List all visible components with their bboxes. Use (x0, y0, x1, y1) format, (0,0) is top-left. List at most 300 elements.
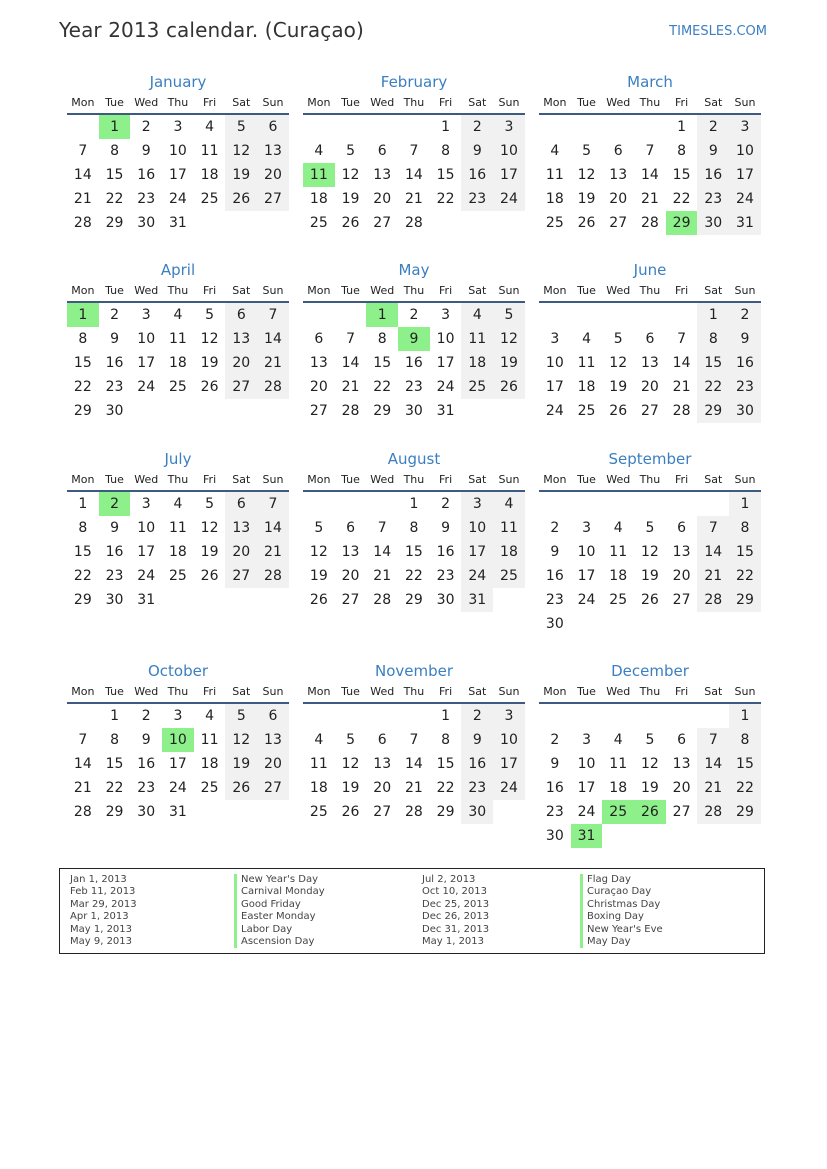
day-cell: 2 (141, 708, 151, 724)
weekday-label: Sun (734, 473, 756, 486)
weekday-label: Wed (606, 473, 631, 486)
day-cell: 3 (582, 520, 591, 536)
day-cell: 12 (577, 167, 596, 183)
day-cell: 23 (137, 191, 156, 207)
day-cell: 4 (314, 732, 324, 748)
empty-day-cell (162, 588, 194, 612)
day-cell: 20 (609, 191, 628, 207)
month-april (67, 260, 289, 423)
day-cell: 21 (697, 776, 729, 800)
day-cell: 14 (257, 327, 289, 351)
holiday-date: Oct 10, 2013 (422, 886, 487, 898)
empty-day-cell (398, 115, 430, 139)
weekday-label: Sun (734, 96, 756, 109)
week-row (67, 399, 289, 423)
empty-day-cell (335, 492, 367, 516)
day-cell: 6 (314, 331, 324, 347)
weekday-label: Mon (307, 284, 331, 297)
holiday-legend (59, 868, 765, 954)
day-cell: 12 (640, 544, 659, 560)
weekday-label: Sun (262, 96, 284, 109)
month-title: March (627, 73, 673, 91)
day-cell: 17 (493, 163, 525, 187)
day-cell: 29 (373, 403, 392, 419)
day-cell: 10 (493, 139, 525, 163)
holiday-name: Good Friday (234, 899, 325, 911)
day-cell: 1 (78, 496, 88, 512)
empty-day-cell (225, 588, 257, 612)
weekday-label: Thu (639, 284, 661, 297)
day-cell: 28 (404, 804, 423, 820)
day-cell: 5 (645, 732, 655, 748)
day-cell: 4 (173, 307, 183, 323)
empty-day-cell (194, 211, 226, 235)
weekday-label: Wed (606, 284, 631, 297)
week-row (539, 115, 761, 139)
day-cell: 11 (545, 167, 564, 183)
day-cell: 4 (205, 708, 215, 724)
weekday-label: Mon (543, 473, 567, 486)
week-row (539, 540, 761, 564)
day-cell: 5 (314, 520, 324, 536)
day-cell: 16 (404, 355, 423, 371)
day-cell: 19 (493, 351, 525, 375)
weekday-label: Sat (232, 284, 251, 297)
weekday-label: Sat (704, 685, 723, 698)
day-cell: 7 (409, 143, 419, 159)
weekday-label: Wed (606, 685, 631, 698)
day-cell: 29 (729, 588, 761, 612)
empty-day-cell (666, 704, 698, 728)
day-cell: 15 (105, 167, 124, 183)
day-cell: 25 (200, 780, 219, 796)
weekday-label: Sat (468, 473, 487, 486)
day-cell: 25 (168, 568, 187, 584)
weekday-label: Sun (262, 685, 284, 698)
week-row (303, 187, 525, 211)
day-cell: 19 (225, 752, 257, 776)
day-cell: 28 (257, 375, 289, 399)
day-cell: 28 (73, 215, 92, 231)
day-cell: 7 (409, 732, 419, 748)
day-cell: 3 (493, 704, 525, 728)
empty-day-cell (634, 115, 666, 139)
holiday-day-cell: 2 (99, 492, 131, 516)
day-cell: 4 (582, 331, 591, 347)
holiday-name: Boxing Day (580, 911, 663, 923)
day-cell: 14 (341, 355, 360, 371)
weekday-label: Thu (403, 473, 425, 486)
day-cell: 4 (493, 492, 525, 516)
day-cell: 14 (373, 544, 392, 560)
day-cell: 6 (677, 520, 687, 536)
month-november (303, 661, 525, 824)
day-cell: 2 (441, 496, 451, 512)
weekday-label: Mon (71, 473, 95, 486)
day-cell: 8 (677, 143, 687, 159)
empty-day-cell (697, 704, 729, 728)
day-cell: 19 (309, 568, 328, 584)
day-cell: 4 (173, 496, 183, 512)
empty-day-cell (335, 115, 367, 139)
day-cell: 16 (436, 544, 455, 560)
day-cell: 11 (168, 331, 187, 347)
day-cell: 19 (200, 544, 219, 560)
day-cell: 10 (729, 139, 761, 163)
empty-day-cell (493, 800, 525, 824)
day-cell: 9 (110, 520, 119, 536)
day-cell: 29 (697, 399, 729, 423)
day-cell: 30 (729, 399, 761, 423)
day-cell: 9 (550, 756, 560, 772)
day-cell: 3 (550, 331, 560, 347)
weekday-header (67, 472, 289, 492)
day-cell: 10 (137, 520, 156, 536)
weekday-label: Sat (468, 96, 487, 109)
empty-day-cell (67, 115, 99, 139)
day-cell: 23 (729, 375, 761, 399)
weekday-label: Wed (134, 96, 159, 109)
weekday-label: Thu (403, 96, 425, 109)
day-cell: 18 (309, 780, 328, 796)
weekday-label: Sun (262, 284, 284, 297)
empty-day-cell (666, 303, 698, 327)
day-cell: 22 (436, 191, 455, 207)
day-cell: 17 (168, 756, 187, 772)
day-cell: 17 (545, 379, 564, 395)
weekday-label: Mon (307, 685, 331, 698)
week-row (67, 375, 289, 399)
day-cell: 12 (309, 544, 328, 560)
day-cell: 17 (137, 544, 156, 560)
month-december (539, 661, 761, 848)
day-cell: 1 (441, 119, 451, 135)
day-cell: 21 (672, 379, 691, 395)
week-row (67, 540, 289, 564)
weekday-header (303, 684, 525, 704)
day-cell: 26 (493, 375, 525, 399)
day-cell: 30 (436, 592, 455, 608)
day-cell: 2 (697, 115, 729, 139)
empty-day-cell (257, 211, 289, 235)
month-title: December (611, 662, 689, 680)
empty-day-cell (461, 399, 493, 423)
day-cell: 17 (168, 167, 187, 183)
day-cell: 14 (672, 355, 691, 371)
month-title: April (160, 261, 196, 279)
empty-day-cell (461, 211, 493, 235)
weekday-label: Tue (577, 284, 596, 297)
day-cell: 30 (105, 592, 124, 608)
day-cell: 12 (493, 327, 525, 351)
day-cell: 19 (640, 780, 659, 796)
holiday-day-cell: 25 (602, 800, 634, 824)
day-cell: 22 (373, 379, 392, 395)
site-link[interactable]: TIMESLES.COM (669, 24, 767, 39)
holiday-day-cell: 31 (571, 824, 603, 848)
day-cell: 7 (257, 492, 289, 516)
day-cell: 24 (137, 568, 156, 584)
week-row (303, 115, 525, 139)
day-cell: 27 (672, 804, 691, 820)
day-cell: 19 (577, 191, 596, 207)
day-cell: 27 (609, 215, 628, 231)
day-cell: 20 (341, 568, 360, 584)
week-row (539, 704, 761, 728)
week-row (539, 187, 761, 211)
week-row (303, 399, 525, 423)
weekday-label: Sun (734, 685, 756, 698)
day-cell: 18 (493, 540, 525, 564)
day-cell: 27 (341, 592, 360, 608)
day-cell: 6 (257, 115, 289, 139)
day-cell: 22 (404, 568, 423, 584)
day-cell: 12 (341, 756, 360, 772)
week-row (303, 516, 525, 540)
holiday-name: New Year's Day (234, 874, 325, 886)
day-cell: 28 (404, 215, 423, 231)
day-cell: 18 (609, 780, 628, 796)
day-cell: 27 (373, 215, 392, 231)
day-cell: 26 (577, 215, 596, 231)
day-cell: 10 (545, 355, 564, 371)
day-cell: 22 (672, 191, 691, 207)
day-cell: 10 (493, 728, 525, 752)
weekday-label: Fri (203, 473, 217, 486)
holiday-name: Curaçao Day (580, 886, 663, 898)
empty-day-cell (194, 399, 226, 423)
day-cell: 9 (441, 520, 451, 536)
day-cell: 25 (309, 804, 328, 820)
day-cell: 25 (493, 564, 525, 588)
month-march (539, 72, 761, 235)
empty-day-cell (194, 800, 226, 824)
weekday-label: Sat (232, 96, 251, 109)
day-cell: 28 (640, 215, 659, 231)
empty-day-cell (493, 211, 525, 235)
day-cell: 7 (697, 516, 729, 540)
day-cell: 29 (404, 592, 423, 608)
holiday-date: May 1, 2013 (422, 936, 485, 948)
day-cell: 21 (73, 780, 92, 796)
week-row (303, 564, 525, 588)
day-cell: 15 (436, 756, 455, 772)
month-january (67, 72, 289, 235)
empty-day-cell (366, 492, 398, 516)
day-cell: 20 (225, 540, 257, 564)
holiday-date: Jan 1, 2013 (70, 874, 127, 885)
day-cell: 1 (729, 492, 761, 516)
week-row (303, 728, 525, 752)
empty-day-cell (539, 303, 571, 327)
weekday-label: Fri (675, 685, 689, 698)
day-cell: 12 (341, 167, 360, 183)
holiday-date: Dec 31, 2013 (422, 923, 490, 935)
month-title: August (387, 450, 441, 468)
day-cell: 9 (141, 143, 151, 159)
day-cell: 6 (645, 331, 655, 347)
empty-day-cell (666, 824, 698, 848)
empty-day-cell (398, 704, 430, 728)
weekday-label: Fri (439, 473, 453, 486)
day-cell: 16 (105, 544, 124, 560)
weekday-header (303, 472, 525, 492)
month-july (67, 449, 289, 612)
weekday-label: Tue (577, 685, 596, 698)
day-cell: 5 (205, 307, 215, 323)
day-cell: 21 (640, 191, 659, 207)
day-cell: 5 (613, 331, 623, 347)
day-cell: 11 (168, 520, 187, 536)
week-row (539, 800, 761, 824)
day-cell: 24 (545, 403, 564, 419)
empty-day-cell (335, 704, 367, 728)
day-cell: 9 (461, 139, 493, 163)
day-cell: 22 (105, 191, 124, 207)
weekday-label: Fri (439, 284, 453, 297)
day-cell: 25 (309, 215, 328, 231)
empty-day-cell (130, 399, 162, 423)
empty-day-cell (571, 303, 603, 327)
day-cell: 31 (137, 592, 156, 608)
day-cell: 20 (225, 351, 257, 375)
empty-day-cell (303, 704, 335, 728)
day-cell: 10 (577, 756, 596, 772)
day-cell: 24 (436, 379, 455, 395)
day-cell: 7 (257, 303, 289, 327)
week-row (67, 800, 289, 824)
day-cell: 30 (697, 211, 729, 235)
day-cell: 14 (73, 167, 92, 183)
day-cell: 26 (200, 379, 219, 395)
week-row (303, 303, 525, 327)
day-cell: 23 (137, 780, 156, 796)
weekday-label: Fri (439, 685, 453, 698)
month-title: October (147, 662, 209, 680)
day-cell: 16 (729, 351, 761, 375)
day-cell: 15 (436, 167, 455, 183)
day-cell: 22 (729, 564, 761, 588)
holiday-date: Dec 25, 2013 (422, 898, 490, 910)
weekday-header (539, 472, 761, 492)
weekday-label: Tue (577, 96, 596, 109)
empty-day-cell (335, 303, 367, 327)
month-title: June (633, 261, 667, 279)
weekday-label: Wed (370, 284, 395, 297)
weekday-header (67, 684, 289, 704)
weekday-label: Fri (675, 96, 689, 109)
weekday-label: Mon (71, 685, 95, 698)
day-cell: 23 (545, 804, 564, 820)
empty-day-cell (634, 824, 666, 848)
week-row (303, 327, 525, 351)
empty-day-cell (729, 824, 761, 848)
weekday-label: Thu (403, 685, 425, 698)
empty-day-cell (303, 303, 335, 327)
day-cell: 22 (105, 780, 124, 796)
week-row (67, 564, 289, 588)
week-row (539, 588, 761, 612)
empty-day-cell (666, 492, 698, 516)
day-cell: 11 (461, 327, 493, 351)
week-row (303, 375, 525, 399)
day-cell: 19 (609, 379, 628, 395)
day-cell: 1 (409, 496, 419, 512)
day-cell: 10 (577, 544, 596, 560)
day-cell: 30 (545, 828, 564, 844)
day-cell: 9 (550, 544, 560, 560)
weekday-label: Sat (704, 284, 723, 297)
day-cell: 27 (257, 776, 289, 800)
week-row (539, 139, 761, 163)
week-row (67, 115, 289, 139)
day-cell: 21 (73, 191, 92, 207)
day-cell: 26 (609, 403, 628, 419)
day-cell: 16 (545, 568, 564, 584)
weekday-header (303, 95, 525, 115)
weekday-label: Thu (167, 96, 189, 109)
empty-day-cell (697, 492, 729, 516)
week-row (539, 492, 761, 516)
day-cell: 24 (493, 776, 525, 800)
day-cell: 21 (373, 568, 392, 584)
empty-day-cell (697, 824, 729, 848)
day-cell: 13 (257, 728, 289, 752)
day-cell: 13 (225, 516, 257, 540)
day-cell: 23 (697, 187, 729, 211)
weekday-label: Wed (134, 473, 159, 486)
week-row (303, 139, 525, 163)
day-cell: 2 (550, 520, 560, 536)
day-cell: 2 (729, 303, 761, 327)
day-cell: 17 (461, 540, 493, 564)
day-cell: 15 (373, 355, 392, 371)
empty-day-cell (366, 704, 398, 728)
week-row (539, 351, 761, 375)
day-cell: 3 (141, 307, 151, 323)
month-title: February (380, 73, 448, 91)
weekday-header (539, 95, 761, 115)
day-cell: 28 (672, 403, 691, 419)
week-row (67, 776, 289, 800)
weekday-label: Mon (307, 96, 331, 109)
day-cell: 16 (137, 756, 156, 772)
day-cell: 24 (493, 187, 525, 211)
day-cell: 17 (577, 780, 596, 796)
day-cell: 20 (373, 780, 392, 796)
day-cell: 10 (168, 143, 187, 159)
weekday-label: Wed (134, 685, 159, 698)
empty-day-cell (602, 492, 634, 516)
day-cell: 22 (73, 568, 92, 584)
weekday-label: Sun (498, 96, 520, 109)
weekday-label: Sun (498, 284, 520, 297)
day-cell: 11 (609, 544, 628, 560)
weekday-label: Sun (498, 473, 520, 486)
holiday-name: Ascension Day (234, 936, 325, 948)
month-title: September (608, 450, 692, 468)
week-row (539, 752, 761, 776)
empty-day-cell (602, 704, 634, 728)
day-cell: 21 (257, 540, 289, 564)
empty-day-cell (430, 211, 462, 235)
week-row (539, 728, 761, 752)
day-cell: 9 (141, 732, 151, 748)
weekday-label: Tue (105, 685, 124, 698)
day-cell: 28 (373, 592, 392, 608)
week-row (67, 187, 289, 211)
day-cell: 16 (105, 355, 124, 371)
